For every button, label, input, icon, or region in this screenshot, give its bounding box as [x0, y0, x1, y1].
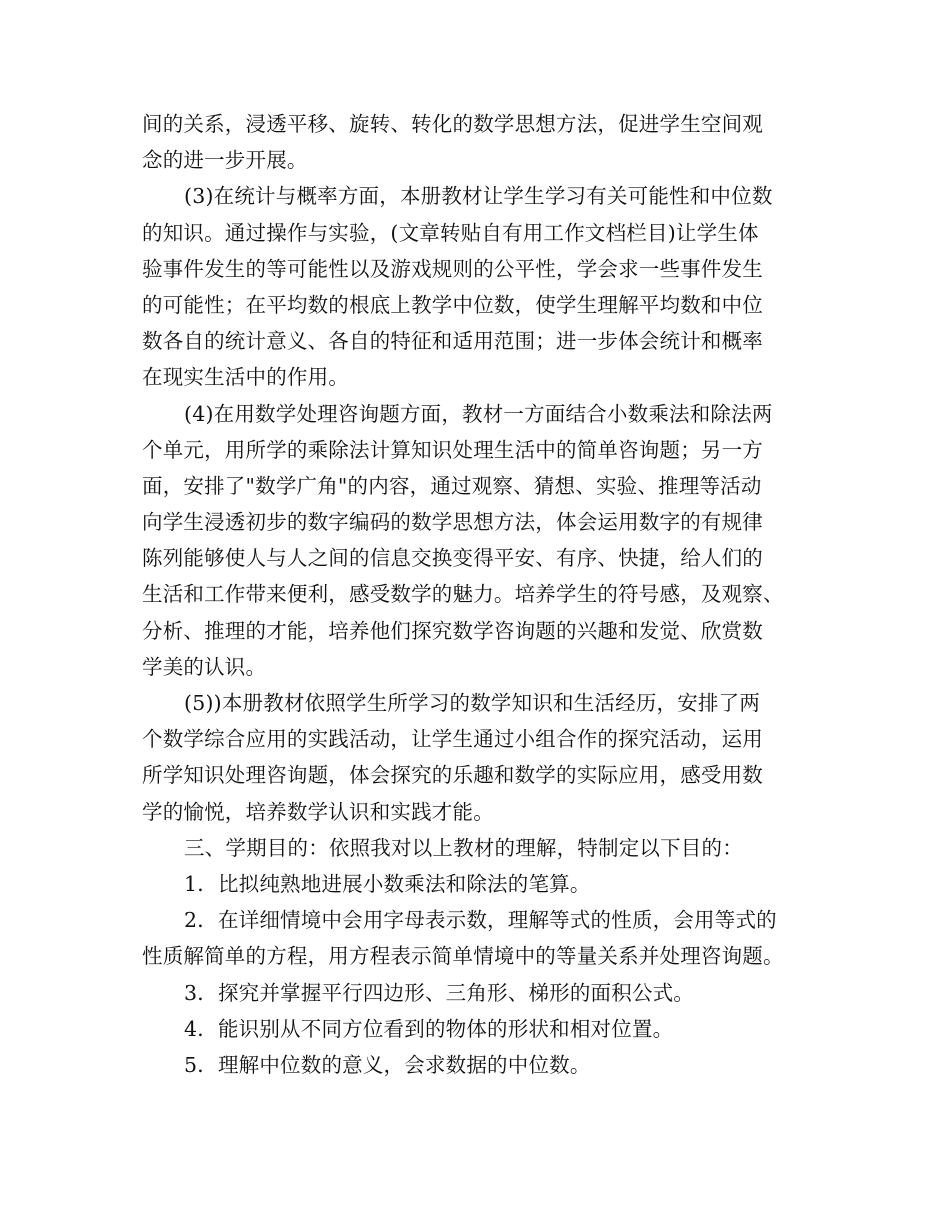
text-line: 分析、推理的才能，培养他们探究数学咨询题的兴趣和发觉、欣赏数 [142, 618, 763, 643]
text-line: 验事件发生的等可能性以及游戏规则的公平性，学会求一些事件发生 [142, 256, 763, 281]
text-line: 念的进一步开展。 [142, 148, 308, 173]
text-line: (5))本册教材依照学生所学习的数学知识和生活经历，安排了两 [184, 691, 761, 715]
text-line: 向学生浸透初步的数字编码的数学思想方法，体会运用数字的有规律 [142, 510, 763, 535]
text-line: 个数学综合应用的实践活动，让学生通过小组合作的探究活动，运用 [142, 727, 763, 752]
text-line: 生活和工作带来便利，感受数学的魅力。培养学生的符号感，及观察、 [142, 582, 784, 607]
text-line: 学美的认识。 [142, 654, 267, 679]
text-line: 性质解简单的方程，用方程表示简单情境中的等量关系并处理咨询题。 [142, 944, 784, 969]
text-line: 学的愉悦，培养数学认识和实践才能。 [142, 799, 494, 824]
text-line: 5．理解中位数的意义，会求数据的中位数。 [184, 1052, 591, 1077]
text-line: 的可能性；在平均数的根底上教学中位数，使学生理解平均数和中位 [142, 292, 763, 317]
document-body [142, 106, 817, 1083]
text-line: (3)在统计与概率方面，本册教材让学生学习有关可能性和中位数 [184, 184, 773, 209]
text-line: 间的关系，浸透平移、旋转、转化的数学思想方法，促进学生空间观 [142, 112, 763, 136]
text-line: 面，安排了"数学广角"的内容，通过观察、猜想、实验、推理等活动 [142, 473, 762, 498]
text-line: (4)在用数学处理咨询题方面，教材一方面结合小数乘法和除法两 [184, 401, 773, 426]
text-line: 陈列能够使人与人之间的信息交换变得平安、有序、快捷，给人们的 [142, 546, 763, 571]
text-line: 个单元，用所学的乘除法计算知识处理生活中的简单咨询题；另一方 [142, 437, 763, 462]
text-line: 1．比拟纯熟地进展小数乘法和除法的笔算。 [184, 871, 591, 896]
text-line: 2．在详细情境中会用字母表示数，理解等式的性质，会用等式的 [184, 908, 777, 933]
text-line: 数各自的统计意义、各自的特征和适用范围；进一步体会统计和概率 [142, 329, 763, 354]
text-line: 的知识。通过操作与实验，(文章转贴自有用工作文档栏目)让学生体 [142, 220, 759, 245]
text-line: 在现实生活中的作用。 [142, 365, 349, 390]
text-line: 三、学期目的：依照我对以上教材的理解，特制定以下目的： [184, 835, 743, 860]
text-line: 所学知识处理咨询题，体会探究的乐趣和数学的实际应用，感受用数 [142, 763, 763, 788]
text-line: 4．能识别从不同方位看到的物体的形状和相对位置。 [184, 1016, 674, 1041]
text-line: 3．探究并掌握平行四边形、三角形、梯形的面积公式。 [184, 980, 695, 1005]
